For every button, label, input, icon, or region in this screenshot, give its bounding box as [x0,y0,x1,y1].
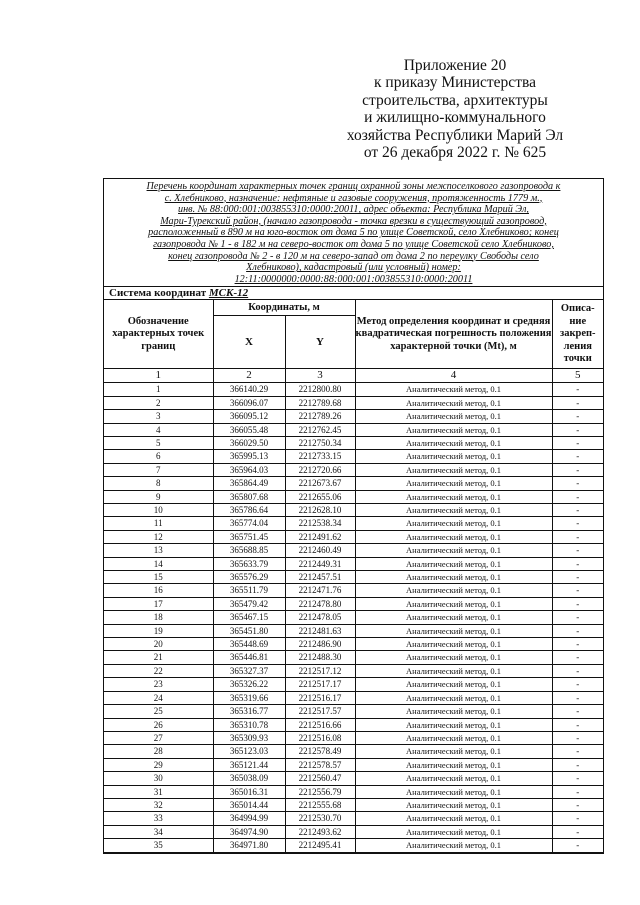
x-cell: 365633.79 [213,557,285,570]
table-row [104,731,603,744]
point-number-cell: 4 [104,423,213,436]
y-cell: 2212491.62 [285,530,355,543]
x-cell: 365448.69 [213,638,285,651]
x-cell: 366029.50 [213,436,285,449]
x-cell: 366055.48 [213,423,285,436]
x-cell: 365688.85 [213,544,285,557]
x-cell: 365123.03 [213,745,285,758]
description-cell: - [552,490,603,503]
point-number-cell: 1 [104,383,213,396]
point-number-cell: 31 [104,785,213,798]
description-cell: - [552,812,603,825]
table-body [104,383,603,852]
table-row [104,705,603,718]
method-cell: Аналитический метод, 0.1 [355,571,552,584]
y-cell: 2212516.08 [285,731,355,744]
x-cell: 366095.12 [213,410,285,423]
table-row [104,571,603,584]
col-point-header: Обозначение характерных точек границ [104,300,213,369]
point-number-cell: 14 [104,557,213,570]
description-cell: - [552,517,603,530]
point-number-cell: 23 [104,678,213,691]
table-row [104,584,603,597]
method-cell: Аналитический метод, 0.1 [355,731,552,744]
y-cell: 2212762.45 [285,423,355,436]
col-number: 2 [213,369,285,383]
point-number-cell: 30 [104,772,213,785]
point-number-cell: 16 [104,584,213,597]
description-cell: - [552,624,603,637]
x-cell: 365327.37 [213,664,285,677]
point-number-cell: 6 [104,450,213,463]
table-row [104,772,603,785]
table-row [104,798,603,811]
point-number-cell: 15 [104,571,213,584]
description-cell: - [552,396,603,409]
y-cell: 2212481.63 [285,624,355,637]
table-row [104,718,603,731]
col-method-header: Метод определения координат и средняя квадратическая погрешность положения характерной точки (Mt), м [355,300,552,369]
coordinate-system [104,287,603,300]
method-cell: Аналитический метод, 0.1 [355,812,552,825]
method-cell: Аналитический метод, 0.1 [355,785,552,798]
point-number-cell: 26 [104,718,213,731]
coordinates-document [103,178,604,854]
y-cell: 2212493.62 [285,825,355,838]
description-cell: - [552,571,603,584]
x-cell: 364971.80 [213,839,285,852]
method-cell: Аналитический метод, 0.1 [355,839,552,852]
x-cell: 365511.79 [213,584,285,597]
heading-line: 12:11:0000000:0000:88:000:001:003855310:0000:20011 [234,273,473,285]
method-cell: Аналитический метод, 0.1 [355,490,552,503]
heading-line: газопровода № 1 - в 182 м на северо-восток от дома 5 по улице Советской село Хлебниково, [153,238,554,250]
y-cell: 2212789.68 [285,396,355,409]
point-number-cell: 33 [104,812,213,825]
method-cell: Аналитический метод, 0.1 [355,758,552,771]
description-cell: - [552,584,603,597]
x-cell: 365014.44 [213,798,285,811]
heading-line: Перечень координат характерных точек границ охранной зоны межпоселкового газопровода к [146,181,561,192]
method-cell: Аналитический метод, 0.1 [355,678,552,691]
method-cell: Аналитический метод, 0.1 [355,584,552,597]
point-number-cell: 29 [104,758,213,771]
y-cell: 2212750.34 [285,436,355,449]
x-cell: 365310.78 [213,718,285,731]
y-cell: 2212495.41 [285,839,355,852]
point-number-cell: 7 [104,463,213,476]
x-cell: 365807.68 [213,490,285,503]
table-row [104,638,603,651]
y-cell: 2212471.76 [285,584,355,597]
description-cell: - [552,383,603,396]
description-cell: - [552,638,603,651]
point-number-cell: 35 [104,839,213,852]
heading-line: Мари-Турекский район, (начало газопровода - точка врезки в существующий газопровод, [160,215,547,227]
col-number: 5 [552,369,603,383]
y-cell: 2212516.17 [285,691,355,704]
table-row [104,477,603,490]
table-row [104,396,603,409]
table-row [104,597,603,610]
x-cell: 365774.04 [213,517,285,530]
y-cell: 2212578.57 [285,758,355,771]
description-cell: - [552,745,603,758]
coordinate-system-label: Система координат [109,287,207,300]
description-cell: - [552,611,603,624]
table-row [104,383,603,396]
x-cell: 365451.80 [213,624,285,637]
point-number-cell: 18 [104,611,213,624]
method-cell: Аналитический метод, 0.1 [355,798,552,811]
point-number-cell: 8 [104,477,213,490]
y-cell: 2212655.06 [285,490,355,503]
description-cell: - [552,544,603,557]
description-cell: - [552,477,603,490]
y-cell: 2212457.51 [285,571,355,584]
description-cell: - [552,436,603,449]
table-row [104,664,603,677]
appendix-line: и жилищно-коммунального [364,109,546,127]
x-cell: 365326.22 [213,678,285,691]
method-cell: Аналитический метод, 0.1 [355,477,552,490]
col-number: 1 [104,369,213,383]
description-cell: - [552,705,603,718]
description-cell: - [552,664,603,677]
table-row [104,544,603,557]
x-cell: 365446.81 [213,651,285,664]
appendix-line: Приложение 20 [403,57,507,74]
y-cell: 2212628.10 [285,504,355,517]
table-row [104,517,603,530]
method-cell: Аналитический метод, 0.1 [355,383,552,396]
y-cell: 2212530.70 [285,812,355,825]
point-number-cell: 13 [104,544,213,557]
description-cell: - [552,450,603,463]
point-number-cell: 3 [104,410,213,423]
method-cell: Аналитический метод, 0.1 [355,410,552,423]
description-cell: - [552,785,603,798]
appendix-line: строительства, архитектуры [362,91,548,109]
y-cell: 2212517.12 [285,664,355,677]
y-cell: 2212673.67 [285,477,355,490]
y-cell: 2212560.47 [285,772,355,785]
heading-line: Хлебниково), кадастровый (или условный) номер: [246,262,461,274]
method-cell: Аналитический метод, 0.1 [355,597,552,610]
col-number: 3 [285,369,355,383]
appendix-line: к приказу Министерства [374,74,536,92]
method-cell: Аналитический метод, 0.1 [355,624,552,637]
description-cell: - [552,410,603,423]
y-cell: 2212488.30 [285,651,355,664]
y-cell: 2212517.17 [285,678,355,691]
method-cell: Аналитический метод, 0.1 [355,705,552,718]
table-row [104,463,603,476]
description-cell: - [552,718,603,731]
x-cell: 365038.09 [213,772,285,785]
y-cell: 2212555.68 [285,798,355,811]
table-row [104,410,603,423]
coordinate-system-value: МСК-12 [208,287,249,300]
description-cell: - [552,423,603,436]
table-row [104,651,603,664]
x-cell: 366140.29 [213,383,285,396]
description-cell: - [552,691,603,704]
point-number-cell: 12 [104,530,213,543]
x-cell: 365016.31 [213,785,285,798]
method-cell: Аналитический метод, 0.1 [355,530,552,543]
method-cell: Аналитический метод, 0.1 [355,691,552,704]
col-description-header: Описа-ние закреп-ления точки [552,300,603,369]
y-cell: 2212460.49 [285,544,355,557]
point-number-cell: 25 [104,705,213,718]
col-number: 4 [355,369,552,383]
y-cell: 2212517.57 [285,705,355,718]
x-cell: 366096.07 [213,396,285,409]
y-cell: 2212516.66 [285,718,355,731]
y-cell: 2212720.66 [285,463,355,476]
method-cell: Аналитический метод, 0.1 [355,544,552,557]
y-cell: 2212538.34 [285,517,355,530]
point-number-cell: 32 [104,798,213,811]
method-cell: Аналитический метод, 0.1 [355,745,552,758]
x-cell: 365319.66 [213,691,285,704]
table-row [104,812,603,825]
table-row [104,530,603,543]
method-cell: Аналитический метод, 0.1 [355,772,552,785]
col-y-header: Y [285,316,355,369]
y-cell: 2212478.05 [285,611,355,624]
description-cell: - [552,530,603,543]
table-row [104,624,603,637]
description-cell: - [552,758,603,771]
table-row [104,678,603,691]
method-cell: Аналитический метод, 0.1 [355,436,552,449]
point-number-cell: 9 [104,490,213,503]
heading-line: конец газопровода № 2 - в 120 м на северо-запад от дома 2 по переулку Свободы село [168,250,539,262]
col-x-header: X [213,316,285,369]
x-cell: 364974.90 [213,825,285,838]
x-cell: 364994.99 [213,812,285,825]
point-number-cell: 5 [104,436,213,449]
method-cell: Аналитический метод, 0.1 [355,504,552,517]
point-number-cell: 27 [104,731,213,744]
x-cell: 365309.93 [213,731,285,744]
y-cell: 2212478.80 [285,597,355,610]
description-cell: - [552,731,603,744]
description-cell: - [552,463,603,476]
heading-line: инв. № 88:000:001:003855310:0000:20011, адрес объекта: Республика Марий Эл, [178,204,529,216]
x-cell: 365316.77 [213,705,285,718]
x-cell: 365467.15 [213,611,285,624]
table-row [104,557,603,570]
method-cell: Аналитический метод, 0.1 [355,611,552,624]
description-cell: - [552,678,603,691]
y-cell: 2212449.31 [285,557,355,570]
table-row [104,436,603,449]
method-cell: Аналитический метод, 0.1 [355,450,552,463]
point-number-cell: 34 [104,825,213,838]
col-coords-header: Координаты, м [213,300,355,316]
point-number-cell: 21 [104,651,213,664]
method-cell: Аналитический метод, 0.1 [355,664,552,677]
point-number-cell: 2 [104,396,213,409]
point-number-cell: 19 [104,624,213,637]
x-cell: 365479.42 [213,597,285,610]
description-cell: - [552,772,603,785]
table-row [104,691,603,704]
x-cell: 365121.44 [213,758,285,771]
y-cell: 2212486.90 [285,638,355,651]
document-heading [104,179,603,287]
appendix-line: от 26 декабря 2022 г. № 625 [363,144,547,162]
x-cell: 365786.64 [213,504,285,517]
table-row [104,611,603,624]
point-number-cell: 24 [104,691,213,704]
table-row [104,423,603,436]
x-cell: 365995.13 [213,450,285,463]
appendix-line: хозяйства Республики Марий Эл [346,126,564,144]
heading-line: расположенный в 890 м на юго-восток от дома 5 по улице Советской, село Хлебниково; конец [148,227,559,239]
description-cell: - [552,557,603,570]
method-cell: Аналитический метод, 0.1 [355,718,552,731]
y-cell: 2212733.15 [285,450,355,463]
method-cell: Аналитический метод, 0.1 [355,423,552,436]
table-row [104,758,603,771]
method-cell: Аналитический метод, 0.1 [355,557,552,570]
y-cell: 2212789.26 [285,410,355,423]
y-cell: 2212578.49 [285,745,355,758]
point-number-cell: 17 [104,597,213,610]
table-row [104,490,603,503]
table-row [104,839,603,852]
description-cell: - [552,597,603,610]
point-number-cell: 11 [104,517,213,530]
y-cell: 2212800.80 [285,383,355,396]
x-cell: 365964.03 [213,463,285,476]
table-row [104,785,603,798]
method-cell: Аналитический метод, 0.1 [355,517,552,530]
method-cell: Аналитический метод, 0.1 [355,396,552,409]
method-cell: Аналитический метод, 0.1 [355,651,552,664]
point-number-cell: 22 [104,664,213,677]
appendix-header [330,57,580,161]
method-cell: Аналитический метод, 0.1 [355,825,552,838]
description-cell: - [552,825,603,838]
description-cell: - [552,839,603,852]
method-cell: Аналитический метод, 0.1 [355,638,552,651]
coordinates-table [104,300,603,852]
description-cell: - [552,504,603,517]
heading-line: с. Хлебниково, назначение: нефтяные и газовые сооружения, протяженность 1779 м., [164,192,543,204]
x-cell: 365576.29 [213,571,285,584]
table-row [104,745,603,758]
description-cell: - [552,798,603,811]
x-cell: 365864.49 [213,477,285,490]
description-cell: - [552,651,603,664]
table-row [104,450,603,463]
point-number-cell: 20 [104,638,213,651]
method-cell: Аналитический метод, 0.1 [355,463,552,476]
table-row [104,504,603,517]
y-cell: 2212556.79 [285,785,355,798]
table-row [104,825,603,838]
point-number-cell: 28 [104,745,213,758]
point-number-cell: 10 [104,504,213,517]
x-cell: 365751.45 [213,530,285,543]
